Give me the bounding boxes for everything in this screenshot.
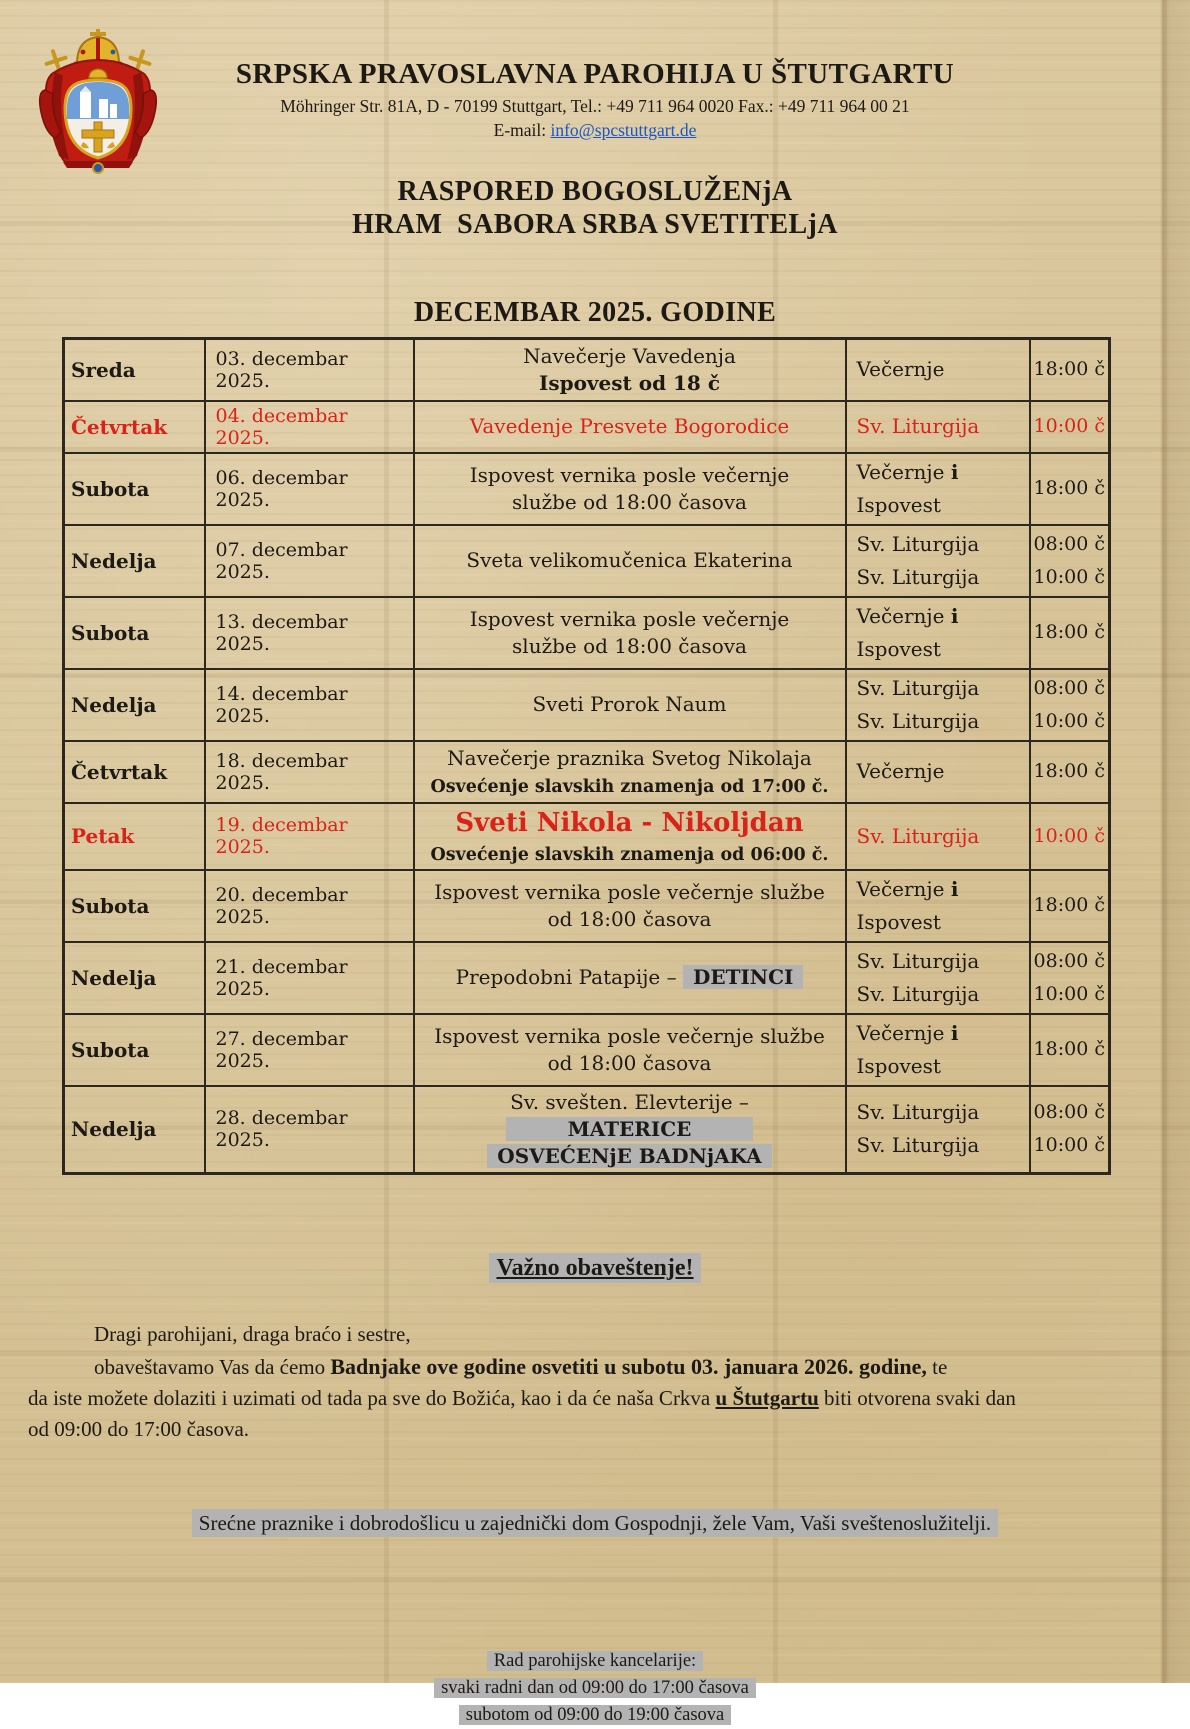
description-cell xyxy=(414,401,846,453)
time-value: 10:00 č xyxy=(1033,709,1105,732)
text-segment: od 18:00 časova xyxy=(547,906,712,931)
month-title: DECEMBAR 2025. GODINE xyxy=(413,297,777,328)
description-cell xyxy=(414,1014,846,1086)
description-line xyxy=(421,489,839,516)
org-name: SRPSKA PRAVOSLAVNA PAROHIJA U ŠTUTGARTU xyxy=(235,58,955,90)
description-line xyxy=(421,906,839,933)
service-cell xyxy=(846,339,1030,401)
text-segment: od 18:00 časova xyxy=(547,1050,712,1075)
table-row xyxy=(64,1086,1110,1174)
service-line xyxy=(857,672,1019,705)
description-cell xyxy=(414,669,846,741)
text-segment: Osvećenje slavskih znamenja od 06:00 č. xyxy=(430,844,829,865)
date-cell: 18. decembar 2025. xyxy=(205,741,414,803)
service-line xyxy=(857,1129,1019,1162)
service-cell xyxy=(846,803,1030,870)
table-row xyxy=(64,942,1110,1014)
service-cell xyxy=(846,401,1030,453)
description-line xyxy=(421,1089,839,1116)
letterhead xyxy=(0,0,1190,141)
notice-body xyxy=(0,1351,1190,1445)
text-segment: Sv. Liturgija xyxy=(856,823,980,848)
text-segment: službe od 18:00 časova xyxy=(512,489,747,514)
document-title xyxy=(0,175,1190,241)
time-cell xyxy=(1030,669,1110,741)
day-cell: Subota xyxy=(64,597,205,669)
schedule-body xyxy=(64,339,1110,1174)
service-line xyxy=(857,489,1019,522)
table-row xyxy=(64,339,1110,401)
date-cell: 04. decembar 2025. xyxy=(205,401,414,453)
description-line xyxy=(421,840,839,867)
salutation: Dragi parohijani, draga braćo i sestre, xyxy=(94,1321,411,1346)
service-line xyxy=(857,705,1019,738)
description-line xyxy=(421,413,839,440)
text-segment: i xyxy=(950,459,959,484)
text-segment: MATERICE xyxy=(506,1117,754,1141)
text-segment: Ispovest vernika posle večernje xyxy=(469,606,790,631)
text-segment: te xyxy=(926,1354,948,1379)
day-cell: Subota xyxy=(64,1014,205,1086)
text-segment: i xyxy=(950,1020,959,1045)
service-line xyxy=(857,1050,1019,1083)
time-value: 18:00 č xyxy=(1033,894,1105,916)
time-cell xyxy=(1030,741,1110,803)
date-cell: 21. decembar 2025. xyxy=(205,942,414,1014)
text-segment: Večernje xyxy=(856,876,951,901)
service-line xyxy=(857,528,1019,561)
text-segment: Večernje xyxy=(856,603,951,628)
service-cell xyxy=(846,453,1030,525)
text-segment: Večernje xyxy=(856,759,945,783)
text-segment: Sv. Liturgija xyxy=(856,1133,980,1157)
email-line xyxy=(0,120,1190,141)
table-row xyxy=(64,803,1110,870)
service-line xyxy=(857,1017,1019,1050)
table-row xyxy=(64,401,1110,453)
description-line xyxy=(421,1143,839,1170)
description-line xyxy=(421,691,839,718)
office-hours-row xyxy=(0,1675,1190,1702)
service-line xyxy=(857,410,1019,443)
description-line xyxy=(421,745,839,772)
email-link[interactable]: info@spcstuttgart.de xyxy=(550,120,697,140)
text-segment: Sv. Liturgija xyxy=(856,708,980,733)
service-cell xyxy=(846,1014,1030,1086)
important-notice-heading: Važno obaveštenje! xyxy=(489,1253,700,1283)
serbian-orthodox-crest-icon xyxy=(33,28,163,176)
service-line xyxy=(857,353,1019,386)
service-line xyxy=(857,820,1019,853)
text-segment: Sv. Liturgija xyxy=(856,1100,980,1124)
service-line xyxy=(857,945,1019,978)
church-name-title: HRAM SABORA SRBA SVETITELjA xyxy=(352,209,838,240)
service-cell xyxy=(846,942,1030,1014)
service-line xyxy=(857,906,1019,939)
text-segment: Badnjake ove godine osvetiti u subotu 03. januara 2026. godine, xyxy=(330,1353,927,1379)
description-line xyxy=(421,879,839,906)
description-line xyxy=(421,964,839,991)
service-cell xyxy=(846,870,1030,942)
service-cell xyxy=(846,1086,1030,1174)
table-row xyxy=(64,741,1110,803)
time-cell xyxy=(1030,339,1110,401)
date-cell: 28. decembar 2025. xyxy=(205,1086,414,1174)
text-segment: Sv. Liturgija xyxy=(856,564,980,589)
description-line xyxy=(421,1023,839,1050)
date-cell: 03. decembar 2025. xyxy=(205,339,414,401)
text-segment: Ispovest xyxy=(856,492,941,517)
day-cell: Sreda xyxy=(64,339,205,401)
time-value: 18:00 č xyxy=(1033,621,1105,643)
day-cell: Subota xyxy=(64,870,205,942)
text-segment: Sv. Liturgija xyxy=(856,531,980,556)
time-value: 10:00 č xyxy=(1033,1134,1105,1156)
description-cell xyxy=(414,1086,846,1174)
time-cell xyxy=(1030,597,1110,669)
time-cell xyxy=(1030,401,1110,453)
description-cell xyxy=(414,453,846,525)
text-segment: Navečerje Vavedenja xyxy=(523,343,736,368)
day-cell: Nedelja xyxy=(64,1086,205,1174)
text-segment: službe od 18:00 časova xyxy=(512,633,747,658)
time-value: 08:00 č xyxy=(1033,949,1105,972)
table-row xyxy=(64,453,1110,525)
service-line xyxy=(857,873,1019,906)
notice-body-line xyxy=(28,1351,1162,1383)
text-segment: i xyxy=(950,876,959,901)
day-cell: Subota xyxy=(64,453,205,525)
text-segment: Prepodobni Patapije – xyxy=(455,965,683,989)
day-cell: Nedelja xyxy=(64,942,205,1014)
greeting-wrap xyxy=(0,1511,1190,1536)
text-segment: Ispovest vernika posle večernje xyxy=(469,462,790,487)
office-hours-row xyxy=(0,1702,1190,1729)
description-cell xyxy=(414,339,846,401)
description-cell xyxy=(414,803,846,870)
description-cell xyxy=(414,942,846,1014)
service-line xyxy=(857,755,1019,788)
description-line xyxy=(421,772,839,799)
description-cell xyxy=(414,597,846,669)
text-segment: DETINCI xyxy=(683,965,803,989)
service-line xyxy=(857,600,1019,633)
text-segment: Sveta velikomučenica Ekaterina xyxy=(466,548,793,572)
description-cell xyxy=(414,525,846,597)
date-cell: 27. decembar 2025. xyxy=(205,1014,414,1086)
schedule-title: RASPORED BOGOSLUŽENjA xyxy=(397,176,793,207)
time-value: 10:00 č xyxy=(1033,415,1105,437)
date-cell: 13. decembar 2025. xyxy=(205,597,414,669)
table-row xyxy=(64,597,1110,669)
service-line xyxy=(857,633,1019,666)
time-cell xyxy=(1030,942,1110,1014)
day-cell: Četvrtak xyxy=(64,741,205,803)
date-cell: 19. decembar 2025. xyxy=(205,803,414,870)
office-hours xyxy=(0,1648,1190,1729)
office-hours-line: svaki radni dan od 09:00 do 17:00 časova xyxy=(434,1678,756,1698)
day-cell: Četvrtak xyxy=(64,401,205,453)
time-value: 10:00 č xyxy=(1033,824,1105,847)
date-cell: 07. decembar 2025. xyxy=(205,525,414,597)
time-value: 08:00 č xyxy=(1033,532,1105,555)
table-row xyxy=(64,525,1110,597)
service-line xyxy=(857,1096,1019,1129)
notice-body-line xyxy=(28,1414,1162,1445)
description-line xyxy=(421,606,839,633)
text-segment: Večernje xyxy=(856,1020,951,1045)
office-hours-line: Rad parohijske kancelarije: xyxy=(487,1651,703,1671)
text-segment: Ispovest xyxy=(856,909,941,934)
day-cell: Petak xyxy=(64,803,205,870)
time-value: 10:00 č xyxy=(1033,565,1105,588)
time-cell xyxy=(1030,453,1110,525)
description-cell xyxy=(414,870,846,942)
text-segment: Sv. Liturgija xyxy=(856,414,980,438)
text-segment: Sv. Liturgija xyxy=(856,948,980,973)
text-segment: i xyxy=(950,603,959,628)
greeting-line: Srećne praznike i dobrodošlicu u zajednički dom Gospodnji, žele Vam, Vaši sveštenoslužitelji. xyxy=(192,1509,998,1537)
service-line xyxy=(857,456,1019,489)
description-cell xyxy=(414,741,846,803)
text-segment: Osvećenje slavskih znamenja od 17:00 č. xyxy=(430,776,829,797)
text-segment: Ispovest vernika posle večernje službe xyxy=(434,879,825,904)
text-segment: Sv. svešten. Elevterije – xyxy=(510,1089,749,1114)
description-line xyxy=(421,1116,839,1143)
notice-body-line xyxy=(28,1383,1162,1414)
address-line: Möhringer Str. 81A, D - 70199 Stuttgart, Tel.: +49 711 964 0020 Fax.: +49 711 964 00 21 xyxy=(280,96,910,116)
text-segment: u Štutgartu xyxy=(715,1385,819,1410)
time-cell xyxy=(1030,803,1110,870)
time-value: 18:00 č xyxy=(1033,1038,1105,1060)
date-cell: 14. decembar 2025. xyxy=(205,669,414,741)
text-segment: Ispovest xyxy=(856,1053,941,1078)
text-segment: Navečerje praznika Svetog Nikolaja xyxy=(447,745,812,770)
description-line xyxy=(421,547,839,574)
text-segment: Vavedenje Presvete Bogorodice xyxy=(469,414,790,438)
text-segment: Sv. Liturgija xyxy=(856,981,980,1006)
text-segment: obaveštavamo Vas da ćemo xyxy=(94,1354,331,1379)
service-line xyxy=(857,978,1019,1011)
time-value: 18:00 č xyxy=(1033,760,1105,782)
text-segment: Sveti Nikola - Nikoljdan xyxy=(455,807,804,838)
important-notice xyxy=(0,1255,1190,1282)
time-cell xyxy=(1030,525,1110,597)
time-value: 18:00 č xyxy=(1033,358,1105,381)
church-crest-logo xyxy=(33,28,163,176)
date-cell: 20. decembar 2025. xyxy=(205,870,414,942)
text-segment: Ispovest od 18 č xyxy=(538,370,720,395)
time-cell xyxy=(1030,1014,1110,1086)
date-cell: 06. decembar 2025. xyxy=(205,453,414,525)
text-segment: Sv. Liturgija xyxy=(856,675,980,700)
description-line xyxy=(421,462,839,489)
description-line xyxy=(421,633,839,660)
service-cell xyxy=(846,669,1030,741)
description-line xyxy=(421,1050,839,1077)
service-cell xyxy=(846,741,1030,803)
text-segment: Ispovest vernika posle večernje službe xyxy=(434,1023,825,1048)
text-segment: da iste možete dolaziti i uzimati od tada pa sve do Božića, kao i da će naša Crkva xyxy=(28,1385,716,1410)
time-value: 18:00 č xyxy=(1033,477,1105,499)
office-hours-row xyxy=(0,1648,1190,1675)
day-cell: Nedelja xyxy=(64,669,205,741)
service-cell xyxy=(846,597,1030,669)
description-line xyxy=(421,370,839,397)
table-row xyxy=(64,1014,1110,1086)
service-cell xyxy=(846,525,1030,597)
time-cell xyxy=(1030,870,1110,942)
time-value: 08:00 č xyxy=(1033,1101,1105,1123)
time-value: 08:00 č xyxy=(1033,676,1105,699)
description-line xyxy=(421,806,839,840)
text-segment: biti otvorena svaki dan xyxy=(818,1385,1016,1410)
email-label: E-mail: xyxy=(493,120,547,140)
office-hours-line: subotom od 09:00 do 19:00 časova xyxy=(459,1705,731,1725)
service-line xyxy=(857,561,1019,594)
text-segment: Večernje xyxy=(856,357,945,382)
text-segment: OSVEĆENjE BADNjAKA xyxy=(487,1144,771,1168)
time-cell xyxy=(1030,1086,1110,1174)
table-row xyxy=(64,870,1110,942)
schedule-table xyxy=(62,337,1111,1175)
table-row xyxy=(64,669,1110,741)
day-cell: Nedelja xyxy=(64,525,205,597)
text-segment: od 09:00 do 17:00 časova. xyxy=(28,1416,250,1441)
text-segment: Večernje xyxy=(856,459,951,484)
text-segment: Ispovest xyxy=(856,636,941,661)
description-line xyxy=(421,343,839,370)
time-value: 10:00 č xyxy=(1033,982,1105,1005)
text-segment: Sveti Prorok Naum xyxy=(532,692,727,716)
